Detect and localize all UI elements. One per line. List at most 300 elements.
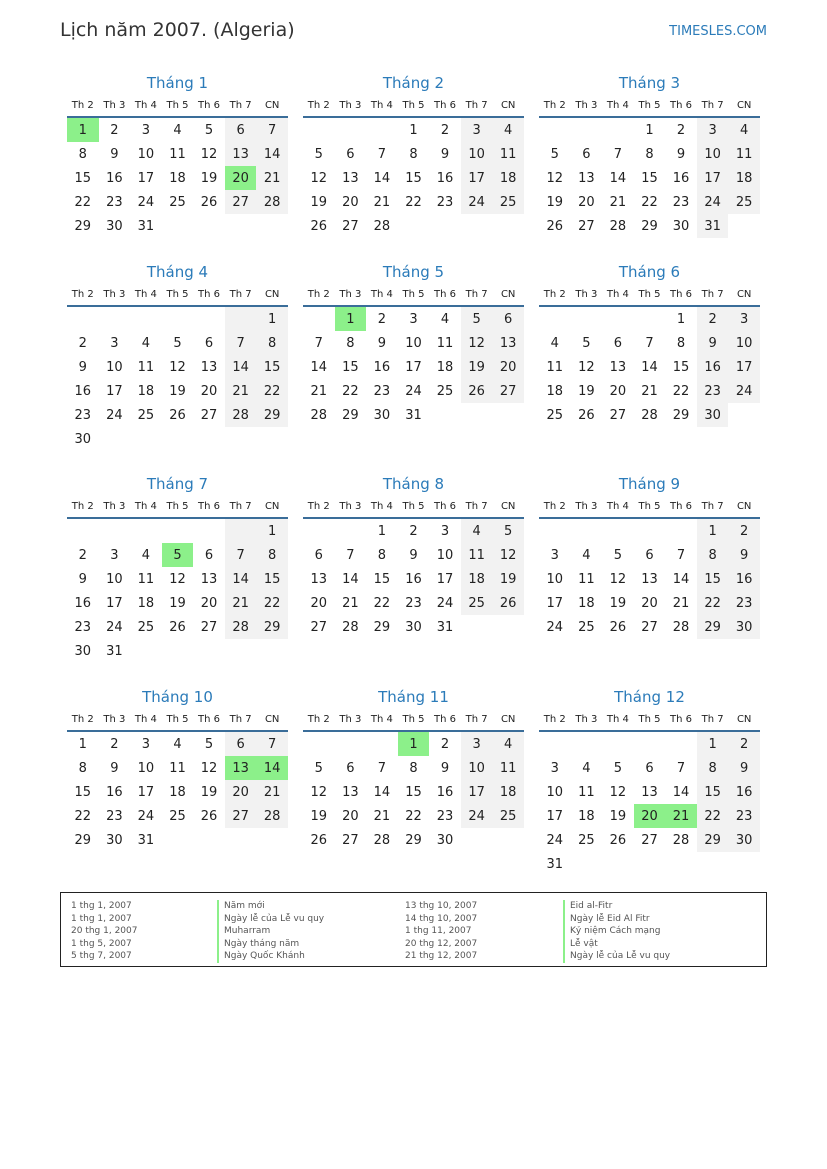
day-cell: 27 (200, 619, 218, 635)
weekday-header: Th 5 (398, 283, 430, 306)
weekday-header: Th 2 (303, 495, 335, 518)
empty-cell (728, 214, 760, 238)
month-calendar (539, 473, 760, 639)
day-cell: 1 (398, 731, 430, 756)
day-cell: 8 (78, 146, 87, 162)
day-cell: 1 (256, 306, 288, 331)
day-cell: 26 (461, 379, 493, 403)
weekday-header: Th 6 (193, 283, 225, 306)
day-cell: 16 (728, 780, 760, 804)
day-cell: 18 (137, 383, 155, 399)
month-calendar (303, 72, 524, 238)
day-cell: 9 (728, 756, 760, 780)
day-cell: 24 (405, 383, 422, 399)
empty-cell (193, 828, 225, 852)
day-cell: 7 (256, 731, 288, 756)
weekday-header: Th 2 (539, 283, 571, 306)
month-name: Tháng 1 (146, 74, 209, 92)
weekday-header: Th 7 (697, 283, 729, 306)
empty-cell (602, 731, 634, 756)
empty-cell (571, 518, 603, 543)
day-cell: 30 (74, 643, 92, 659)
day-cell: 11 (578, 784, 595, 800)
day-cell: 15 (641, 170, 658, 186)
day-cell: 10 (546, 571, 564, 587)
empty-cell (225, 518, 257, 543)
day-cell: 16 (672, 170, 690, 186)
day-cell: 30 (436, 832, 454, 848)
day-cell: 5 (162, 543, 194, 567)
day-cell: 5 (173, 335, 182, 351)
day-cell: 4 (582, 760, 591, 776)
day-cell: 2 (110, 122, 119, 138)
day-cell: 28 (225, 615, 257, 639)
day-cell: 28 (256, 190, 288, 214)
weekday-header: Th 3 (99, 94, 131, 117)
empty-cell (162, 639, 194, 663)
month-name: Tháng 9 (618, 475, 681, 493)
holiday-date: 14 thg 10, 2007 (405, 913, 478, 924)
weekday-header: Th 6 (665, 94, 697, 117)
weekday-header: Th 7 (697, 495, 729, 518)
day-cell: 25 (137, 619, 155, 635)
weekday-header: CN (728, 283, 760, 306)
day-cell: 18 (546, 383, 564, 399)
day-cell: 9 (676, 146, 686, 162)
day-cell: 29 (697, 615, 729, 639)
holiday-date: 20 thg 12, 2007 (405, 938, 478, 949)
day-cell: 23 (436, 808, 454, 824)
day-cell: 18 (461, 567, 493, 591)
day-cell: 13 (225, 756, 257, 780)
day-cell: 11 (461, 543, 493, 567)
empty-cell (398, 214, 430, 238)
day-cell: 25 (492, 190, 524, 214)
day-cell: 7 (377, 146, 387, 162)
day-cell: 13 (641, 784, 658, 800)
day-cell: 27 (641, 619, 658, 635)
day-cell: 6 (314, 547, 323, 563)
empty-cell (571, 731, 603, 756)
day-cell: 21 (665, 804, 697, 828)
day-cell: 23 (672, 194, 690, 210)
day-cell: 16 (74, 595, 92, 611)
day-cell: 4 (173, 122, 182, 138)
weekday-header: Th 4 (602, 708, 634, 731)
day-cell: 5 (461, 306, 493, 331)
day-cell: 20 (492, 355, 524, 379)
day-cell: 29 (256, 403, 288, 427)
day-cell: 26 (578, 407, 595, 423)
day-cell: 19 (461, 355, 493, 379)
day-cell: 18 (436, 359, 454, 375)
day-cell: 18 (137, 595, 155, 611)
day-cell: 21 (373, 194, 391, 210)
month-table (539, 94, 760, 238)
day-cell: 22 (672, 383, 690, 399)
month-name: Tháng 12 (614, 688, 685, 706)
day-cell: 24 (546, 832, 564, 848)
weekday-header: Th 5 (162, 94, 194, 117)
day-cell: 27 (225, 190, 257, 214)
day-cell: 19 (609, 595, 627, 611)
weekday-header: Th 4 (130, 283, 162, 306)
day-cell: 22 (373, 595, 391, 611)
day-cell: 17 (546, 808, 564, 824)
month-calendar (67, 72, 288, 238)
day-cell: 5 (314, 760, 323, 776)
empty-cell (665, 852, 697, 876)
day-cell: 2 (676, 122, 686, 138)
day-cell: 1 (409, 122, 418, 138)
day-cell: 27 (200, 407, 218, 423)
day-cell: 25 (137, 407, 155, 423)
day-cell: 6 (204, 547, 214, 563)
day-cell: 23 (106, 808, 123, 824)
day-cell: 15 (74, 784, 92, 800)
weekday-header: CN (256, 94, 288, 117)
day-cell: 14 (609, 170, 627, 186)
weekday-header: Th 6 (429, 94, 461, 117)
day-cell: 28 (342, 619, 359, 635)
day-cell: 7 (676, 760, 686, 776)
day-cell: 16 (697, 355, 729, 379)
day-cell: 23 (74, 619, 92, 635)
day-cell: 18 (492, 780, 524, 804)
month-name: Tháng 10 (142, 688, 213, 706)
day-cell: 24 (106, 619, 123, 635)
day-cell: 28 (225, 403, 257, 427)
day-cell: 5 (492, 518, 524, 543)
weekday-header: CN (728, 495, 760, 518)
day-cell: 6 (645, 760, 654, 776)
day-cell: 1 (645, 122, 654, 138)
weekday-header: Th 7 (461, 283, 493, 306)
day-cell: 5 (613, 547, 623, 563)
day-cell: 15 (697, 780, 729, 804)
day-cell: 28 (373, 832, 391, 848)
weekday-header: Th 2 (67, 283, 99, 306)
legend-name-column (217, 900, 324, 963)
holiday-name: Muharram (217, 925, 324, 938)
day-cell: 14 (225, 355, 257, 379)
day-cell: 17 (405, 359, 422, 375)
day-cell: 15 (405, 170, 422, 186)
month-table (67, 283, 288, 451)
empty-cell (303, 518, 335, 543)
day-cell: 19 (169, 383, 186, 399)
weekday-header: Th 6 (429, 495, 461, 518)
day-cell: 24 (137, 808, 155, 824)
day-cell: 6 (346, 760, 355, 776)
empty-cell (665, 518, 697, 543)
day-cell: 18 (578, 808, 595, 824)
day-cell: 30 (728, 828, 760, 852)
empty-cell (303, 306, 335, 331)
day-cell: 9 (110, 146, 119, 162)
empty-cell (602, 852, 634, 876)
day-cell: 15 (697, 567, 729, 591)
day-cell: 6 (346, 146, 355, 162)
empty-cell (225, 639, 257, 663)
day-cell: 2 (110, 736, 119, 752)
day-cell: 1 (676, 311, 686, 327)
month-table (67, 495, 288, 663)
month-calendar (539, 686, 760, 876)
day-cell: 22 (641, 194, 658, 210)
empty-cell (539, 117, 571, 142)
empty-cell (602, 306, 634, 331)
day-cell: 23 (74, 407, 92, 423)
day-cell: 18 (728, 166, 760, 190)
day-cell: 19 (310, 194, 328, 210)
day-cell: 20 (342, 808, 359, 824)
day-cell: 29 (256, 615, 288, 639)
day-cell: 5 (204, 122, 214, 138)
weekday-header: CN (728, 708, 760, 731)
month-name: Tháng 11 (378, 688, 449, 706)
empty-cell (130, 639, 162, 663)
day-cell: 12 (200, 760, 218, 776)
weekday-header: Th 2 (539, 94, 571, 117)
empty-cell (256, 828, 288, 852)
day-cell: 20 (310, 595, 328, 611)
empty-cell (67, 306, 99, 331)
day-cell: 28 (310, 407, 328, 423)
weekday-header: Th 2 (303, 94, 335, 117)
weekday-header: Th 4 (602, 283, 634, 306)
day-cell: 24 (137, 194, 155, 210)
day-cell: 5 (550, 146, 559, 162)
day-cell: 26 (200, 194, 218, 210)
day-cell: 22 (405, 194, 422, 210)
day-cell: 20 (634, 804, 666, 828)
empty-cell (193, 214, 225, 238)
day-cell: 31 (106, 643, 123, 659)
day-cell: 30 (373, 407, 391, 423)
weekday-header: Th 3 (571, 283, 603, 306)
weekday-header: Th 3 (335, 94, 367, 117)
month-table (539, 708, 760, 876)
legend-name-column (563, 900, 670, 963)
day-cell: 21 (609, 194, 627, 210)
day-cell: 8 (676, 335, 686, 351)
weekday-header: CN (492, 94, 524, 117)
weekday-header: Th 7 (461, 94, 493, 117)
day-cell: 13 (578, 170, 595, 186)
empty-cell (634, 852, 666, 876)
day-cell: 3 (461, 117, 493, 142)
holiday-date: 1 thg 11, 2007 (405, 926, 472, 936)
weekday-header: Th 3 (335, 708, 367, 731)
day-cell: 25 (169, 194, 186, 210)
day-cell: 28 (672, 832, 690, 848)
day-cell: 19 (578, 383, 595, 399)
holiday-date: 20 thg 1, 2007 (71, 926, 138, 936)
weekday-header: Th 5 (398, 495, 430, 518)
month-calendar (539, 72, 760, 238)
holiday-name: Ngày Quốc Khánh (217, 950, 324, 963)
day-cell: 19 (546, 194, 564, 210)
day-cell: 24 (728, 379, 760, 403)
day-cell: 14 (310, 359, 328, 375)
day-cell: 14 (256, 142, 288, 166)
holiday-legend (60, 892, 767, 967)
day-cell: 17 (137, 170, 155, 186)
day-cell: 8 (409, 146, 418, 162)
weekday-header: Th 3 (99, 708, 131, 731)
empty-cell (539, 306, 571, 331)
weekday-header: Th 2 (303, 708, 335, 731)
day-cell: 9 (409, 547, 418, 563)
day-cell: 12 (492, 543, 524, 567)
day-cell: 29 (697, 828, 729, 852)
weekday-header: Th 5 (634, 495, 666, 518)
weekday-header: Th 4 (602, 495, 634, 518)
empty-cell (461, 403, 493, 427)
day-cell: 7 (256, 117, 288, 142)
empty-cell (539, 731, 571, 756)
weekday-header: Th 2 (303, 283, 335, 306)
page-title: Lịch năm 2007. (Algeria) (60, 19, 295, 41)
day-cell: 3 (141, 736, 151, 752)
day-cell: 27 (225, 804, 257, 828)
day-cell: 1 (335, 306, 367, 331)
day-cell: 13 (342, 784, 359, 800)
day-cell: 21 (225, 591, 257, 615)
empty-cell (256, 214, 288, 238)
day-cell: 8 (645, 146, 654, 162)
day-cell: 8 (697, 756, 729, 780)
day-cell: 10 (106, 359, 123, 375)
day-cell: 25 (578, 619, 595, 635)
empty-cell (461, 615, 493, 639)
day-cell: 26 (200, 808, 218, 824)
empty-cell (461, 828, 493, 852)
weekday-header: Th 7 (697, 708, 729, 731)
day-cell: 22 (342, 383, 359, 399)
weekday-header: Th 4 (366, 283, 398, 306)
empty-cell (67, 518, 99, 543)
empty-cell (492, 615, 524, 639)
weekday-header: Th 2 (67, 708, 99, 731)
day-cell: 14 (373, 784, 391, 800)
weekday-header: Th 4 (366, 495, 398, 518)
day-cell: 1 (697, 518, 729, 543)
day-cell: 6 (492, 306, 524, 331)
weekday-header: Th 6 (665, 708, 697, 731)
day-cell: 20 (641, 595, 658, 611)
day-cell: 25 (436, 383, 454, 399)
day-cell: 11 (546, 359, 564, 375)
day-cell: 1 (697, 731, 729, 756)
month-name: Tháng 4 (146, 263, 209, 281)
day-cell: 18 (492, 166, 524, 190)
day-cell: 12 (609, 784, 627, 800)
weekday-header: CN (256, 283, 288, 306)
day-cell: 10 (546, 784, 564, 800)
empty-cell (697, 852, 729, 876)
site-link[interactable]: TIMESLES.COM (669, 24, 767, 39)
weekday-header: Th 7 (225, 708, 257, 731)
day-cell: 31 (137, 832, 155, 848)
day-cell: 13 (492, 331, 524, 355)
day-cell: 1 (377, 523, 387, 539)
empty-cell (634, 518, 666, 543)
empty-cell (492, 828, 524, 852)
day-cell: 16 (436, 170, 454, 186)
day-cell: 20 (225, 166, 257, 190)
day-cell: 4 (440, 311, 450, 327)
day-cell: 15 (256, 355, 288, 379)
day-cell: 8 (409, 760, 418, 776)
day-cell: 27 (342, 218, 359, 234)
day-cell: 26 (310, 218, 328, 234)
day-cell: 3 (550, 547, 559, 563)
weekday-header: Th 6 (193, 94, 225, 117)
day-cell: 4 (141, 335, 151, 351)
empty-cell (366, 731, 398, 756)
day-cell: 30 (697, 403, 729, 427)
day-cell: 21 (342, 595, 359, 611)
holiday-name: Eid al-Fitr (563, 900, 670, 913)
day-cell: 25 (546, 407, 564, 423)
day-cell: 12 (461, 331, 493, 355)
weekday-header: Th 2 (67, 495, 99, 518)
day-cell: 3 (461, 731, 493, 756)
day-cell: 3 (110, 547, 119, 563)
empty-cell (162, 214, 194, 238)
empty-cell (130, 427, 162, 451)
day-cell: 10 (436, 547, 454, 563)
empty-cell (99, 306, 131, 331)
month-name: Tháng 3 (618, 74, 681, 92)
day-cell: 2 (78, 335, 87, 351)
day-cell: 29 (373, 619, 391, 635)
day-cell: 20 (200, 595, 218, 611)
weekday-header: Th 6 (429, 708, 461, 731)
day-cell: 13 (342, 170, 359, 186)
day-cell: 3 (110, 335, 119, 351)
empty-cell (602, 117, 634, 142)
holiday-name: Ngày lễ Eid Al Fitr (563, 913, 670, 926)
day-cell: 26 (169, 407, 186, 423)
day-cell: 3 (440, 523, 450, 539)
day-cell: 8 (346, 335, 355, 351)
weekday-header: Th 5 (162, 495, 194, 518)
weekday-header: Th 5 (162, 708, 194, 731)
day-cell: 14 (342, 571, 359, 587)
weekday-header: Th 4 (366, 708, 398, 731)
day-cell: 31 (546, 856, 564, 872)
day-cell: 3 (728, 306, 760, 331)
month-name: Tháng 2 (382, 74, 445, 92)
day-cell: 4 (492, 731, 524, 756)
day-cell: 23 (697, 379, 729, 403)
weekday-header: Th 5 (398, 94, 430, 117)
day-cell: 14 (672, 784, 690, 800)
day-cell: 4 (173, 736, 182, 752)
day-cell: 17 (436, 571, 454, 587)
day-cell: 26 (609, 832, 627, 848)
day-cell: 19 (200, 170, 218, 186)
day-cell: 31 (697, 214, 729, 238)
weekday-header: Th 2 (67, 94, 99, 117)
day-cell: 15 (405, 784, 422, 800)
day-cell: 22 (405, 808, 422, 824)
empty-cell (256, 639, 288, 663)
day-cell: 10 (106, 571, 123, 587)
